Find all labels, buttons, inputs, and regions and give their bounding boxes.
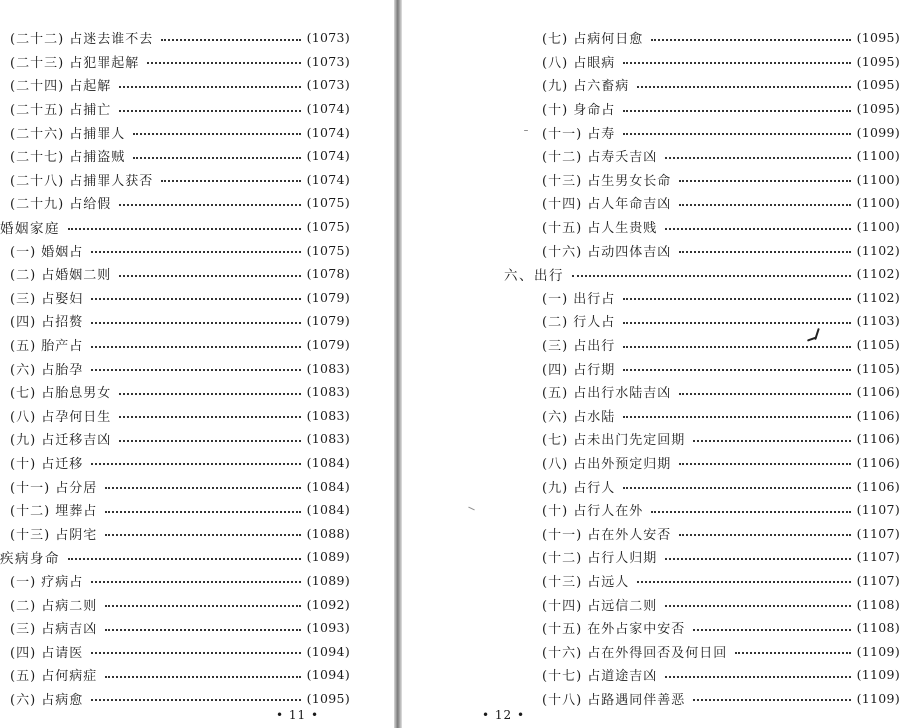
dot-leader bbox=[665, 558, 850, 560]
toc-entry-page: (1105) bbox=[856, 360, 900, 376]
toc-entry-title: (十一) 占分居 bbox=[10, 480, 98, 496]
toc-entry-title: (十三) 占阴宅 bbox=[10, 527, 98, 543]
toc-entry-row bbox=[0, 639, 350, 663]
toc-entry-row bbox=[532, 50, 900, 74]
toc-entry-page: (1108) bbox=[856, 620, 900, 636]
toc-entry-page: (1074) bbox=[306, 148, 350, 164]
dot-leader bbox=[679, 463, 850, 465]
toc-list-right bbox=[504, 26, 900, 710]
toc-entry-page: (1102) bbox=[856, 266, 900, 282]
toc-entry-page: (1107) bbox=[856, 572, 900, 588]
toc-entry-page: (1094) bbox=[306, 643, 350, 659]
toc-entry-row bbox=[532, 404, 900, 428]
dot-leader bbox=[623, 298, 850, 300]
toc-entry-row bbox=[532, 73, 900, 97]
toc-entry-page: (1102) bbox=[856, 242, 900, 258]
toc-entry-page: (1083) bbox=[306, 407, 350, 423]
toc-entry-row bbox=[0, 521, 350, 545]
page-number-right: • 12 • bbox=[482, 708, 526, 722]
toc-entry-page: (1099) bbox=[856, 124, 900, 140]
toc-entry-row bbox=[0, 616, 350, 640]
toc-entry-title: (九) 占六畜病 bbox=[542, 79, 630, 95]
toc-entry-page: (1079) bbox=[306, 313, 350, 329]
dot-leader bbox=[133, 133, 300, 135]
toc-entry-page: (1107) bbox=[856, 502, 900, 518]
toc-entry-title: (五) 胎产占 bbox=[10, 339, 84, 355]
toc-entry-title: (四) 占招赘 bbox=[10, 315, 84, 331]
toc-section-row bbox=[0, 545, 350, 569]
toc-entry-page: (1095) bbox=[306, 690, 350, 706]
toc-entry-title: (一) 出行占 bbox=[542, 291, 616, 307]
dot-leader bbox=[693, 699, 850, 701]
toc-entry-page: (1088) bbox=[306, 525, 350, 541]
dot-leader bbox=[623, 416, 850, 418]
toc-entry-page: (1073) bbox=[306, 53, 350, 69]
dot-leader bbox=[665, 676, 850, 678]
stray-mark bbox=[524, 130, 528, 131]
toc-entry-title: (十二) 占行人归期 bbox=[542, 551, 658, 567]
toc-entry-page: (1093) bbox=[306, 620, 350, 636]
toc-entry-row bbox=[532, 639, 900, 663]
dot-leader bbox=[91, 322, 300, 324]
toc-entry-page: (1083) bbox=[306, 384, 350, 400]
toc-entry-title: (七) 占病何日愈 bbox=[542, 32, 644, 48]
toc-entry-title: (十二) 占寿夭吉凶 bbox=[542, 150, 658, 166]
toc-entry-row bbox=[532, 451, 900, 475]
toc-entry-title: (十) 占迁移 bbox=[10, 456, 84, 472]
toc-entry-row bbox=[0, 687, 350, 711]
toc-entry-title: (六) 占水陆 bbox=[542, 409, 616, 425]
dot-leader bbox=[623, 369, 850, 371]
toc-entry-title: 婚姻家庭 bbox=[0, 220, 60, 237]
toc-entry-page: (1075) bbox=[306, 219, 350, 235]
dot-leader bbox=[105, 511, 300, 513]
dot-leader bbox=[679, 204, 850, 206]
dot-leader bbox=[693, 629, 850, 631]
dot-leader bbox=[693, 440, 850, 442]
toc-entry-title: (二十二) 占迷去谁不去 bbox=[10, 32, 154, 48]
toc-entry-row bbox=[532, 97, 900, 121]
toc-entry-row bbox=[0, 498, 350, 522]
toc-entry-row bbox=[0, 333, 350, 357]
dot-leader bbox=[637, 581, 850, 583]
toc-entry-page: (1102) bbox=[856, 289, 900, 305]
dot-leader bbox=[105, 629, 300, 631]
toc-entry-page: (1100) bbox=[856, 148, 900, 164]
toc-entry-row bbox=[532, 427, 900, 451]
dot-leader bbox=[91, 463, 300, 465]
toc-entry-title: (九) 占行人 bbox=[542, 480, 616, 496]
toc-entry-page: (1109) bbox=[856, 667, 900, 683]
book-gutter bbox=[394, 0, 402, 728]
dot-leader bbox=[105, 676, 300, 678]
toc-entry-row bbox=[0, 238, 350, 262]
toc-entry-page: (1089) bbox=[306, 572, 350, 588]
toc-entry-title: (十四) 占人年命吉凶 bbox=[542, 197, 672, 213]
stray-mark bbox=[468, 507, 475, 511]
dot-leader bbox=[105, 605, 300, 607]
toc-entry-row bbox=[0, 356, 350, 380]
toc-entry-row bbox=[532, 26, 900, 50]
toc-entry-title: (十) 身命占 bbox=[542, 103, 616, 119]
toc-entry-title: (十二) 埋葬占 bbox=[10, 504, 98, 520]
toc-entry-row bbox=[0, 168, 350, 192]
toc-entry-title: (十八) 占路遇同伴善恶 bbox=[542, 692, 686, 708]
toc-entry-page: (1100) bbox=[856, 195, 900, 211]
toc-entry-row bbox=[0, 262, 350, 286]
dot-leader bbox=[623, 487, 850, 489]
toc-entry-title: (十三) 占生男女长命 bbox=[542, 173, 672, 189]
toc-entry-page: (1095) bbox=[856, 30, 900, 46]
dot-leader bbox=[119, 86, 300, 88]
toc-entry-title: (六) 占胎孕 bbox=[10, 362, 84, 378]
toc-entry-page: (1074) bbox=[306, 171, 350, 187]
dot-leader bbox=[161, 180, 300, 182]
dot-leader bbox=[119, 393, 300, 395]
toc-entry-row bbox=[0, 380, 350, 404]
dot-leader bbox=[105, 534, 300, 536]
dot-leader bbox=[665, 228, 850, 230]
toc-entry-row bbox=[0, 309, 350, 333]
dot-leader bbox=[679, 251, 850, 253]
toc-entry-row bbox=[0, 569, 350, 593]
right-page bbox=[402, 0, 902, 728]
toc-entry-row bbox=[532, 663, 900, 687]
toc-entry-row bbox=[532, 498, 900, 522]
dot-leader bbox=[91, 581, 300, 583]
toc-entry-page: (1105) bbox=[856, 337, 900, 353]
toc-entry-title: (八) 占眼病 bbox=[542, 55, 616, 71]
toc-list-left bbox=[0, 26, 350, 710]
dot-leader bbox=[68, 228, 301, 230]
dot-leader bbox=[679, 534, 850, 536]
toc-entry-page: (1079) bbox=[306, 337, 350, 353]
toc-entry-page: (1079) bbox=[306, 289, 350, 305]
dot-leader bbox=[91, 369, 300, 371]
toc-entry-row bbox=[532, 286, 900, 310]
toc-entry-title: (十五) 占人生贵贱 bbox=[542, 221, 658, 237]
toc-entry-page: (1084) bbox=[306, 478, 350, 494]
toc-entry-title: (六) 占病愈 bbox=[10, 692, 84, 708]
toc-entry-row bbox=[0, 427, 350, 451]
toc-entry-title: (十六) 占在外得回否及何日回 bbox=[542, 645, 728, 661]
dot-leader bbox=[68, 558, 301, 560]
toc-entry-title: (三) 占出行 bbox=[542, 339, 616, 355]
toc-entry-title: (五) 占出行水陆吉凶 bbox=[542, 386, 672, 402]
toc-entry-page: (1095) bbox=[856, 77, 900, 93]
toc-entry-title: (七) 占胎息男女 bbox=[10, 386, 112, 402]
dot-leader bbox=[623, 133, 850, 135]
toc-entry-row bbox=[532, 616, 900, 640]
toc-entry-page: (1094) bbox=[306, 667, 350, 683]
toc-entry-row bbox=[532, 309, 900, 333]
dot-leader bbox=[91, 652, 300, 654]
toc-entry-page: (1103) bbox=[856, 313, 900, 329]
toc-entry-page: (1084) bbox=[306, 502, 350, 518]
toc-entry-row bbox=[532, 521, 900, 545]
toc-entry-page: (1078) bbox=[306, 266, 350, 282]
toc-entry-title: (四) 占请医 bbox=[10, 645, 84, 661]
dot-leader bbox=[105, 487, 300, 489]
toc-section-row bbox=[0, 215, 350, 239]
dot-leader bbox=[119, 110, 300, 112]
dot-leader bbox=[91, 346, 300, 348]
dot-leader bbox=[119, 416, 300, 418]
toc-entry-page: (1073) bbox=[306, 30, 350, 46]
toc-entry-title: (四) 占行期 bbox=[542, 362, 616, 378]
dot-leader bbox=[91, 251, 300, 253]
dot-leader bbox=[651, 511, 850, 513]
toc-entry-row bbox=[0, 592, 350, 616]
toc-entry-page: (1075) bbox=[306, 242, 350, 258]
toc-entry-row bbox=[0, 73, 350, 97]
toc-entry-row bbox=[532, 238, 900, 262]
toc-entry-title: (二十六) 占捕罪人 bbox=[10, 126, 126, 142]
toc-entry-page: (1100) bbox=[856, 171, 900, 187]
toc-entry-title: (二) 占婚姻二则 bbox=[10, 268, 112, 284]
toc-entry-page: (1107) bbox=[856, 549, 900, 565]
toc-entry-title: (二十九) 占给假 bbox=[10, 197, 112, 213]
toc-entry-page: (1075) bbox=[306, 195, 350, 211]
toc-entry-row bbox=[532, 191, 900, 215]
dot-leader bbox=[623, 62, 850, 64]
toc-entry-row bbox=[532, 120, 900, 144]
toc-entry-page: (1109) bbox=[856, 690, 900, 706]
dot-leader bbox=[161, 39, 300, 41]
toc-entry-row bbox=[532, 215, 900, 239]
toc-entry-page: (1106) bbox=[856, 384, 900, 400]
dot-leader bbox=[735, 652, 850, 654]
toc-entry-page: (1106) bbox=[856, 431, 900, 447]
toc-entry-row bbox=[532, 144, 900, 168]
toc-entry-row bbox=[532, 474, 900, 498]
toc-entry-title: (十) 占行人在外 bbox=[542, 504, 644, 520]
toc-entry-title: (三) 占娶妇 bbox=[10, 291, 84, 307]
toc-entry-page: (1084) bbox=[306, 454, 350, 470]
toc-entry-title: (九) 占迁移吉凶 bbox=[10, 433, 112, 449]
toc-entry-row bbox=[0, 663, 350, 687]
dot-leader bbox=[147, 62, 300, 64]
dot-leader bbox=[623, 346, 850, 348]
toc-entry-title: (二十八) 占捕罪人获否 bbox=[10, 173, 154, 189]
page-number-left: • 11 • bbox=[276, 708, 320, 722]
toc-entry-row bbox=[0, 286, 350, 310]
toc-entry-page: (1095) bbox=[856, 101, 900, 117]
toc-entry-page: (1074) bbox=[306, 124, 350, 140]
toc-entry-page: (1106) bbox=[856, 407, 900, 423]
dot-leader bbox=[91, 699, 300, 701]
toc-entry-row bbox=[532, 333, 900, 357]
toc-entry-row bbox=[0, 404, 350, 428]
toc-entry-page: (1100) bbox=[856, 219, 900, 235]
toc-entry-title: (十五) 在外占家中安否 bbox=[542, 622, 686, 638]
toc-entry-title: (十四) 占远信二则 bbox=[542, 598, 658, 614]
toc-entry-title: (二) 占病二则 bbox=[10, 598, 98, 614]
toc-entry-title: (八) 占出外预定归期 bbox=[542, 456, 672, 472]
toc-entry-page: (1074) bbox=[306, 101, 350, 117]
toc-entry-page: (1083) bbox=[306, 360, 350, 376]
toc-entry-page: (1092) bbox=[306, 596, 350, 612]
toc-entry-page: (1109) bbox=[856, 643, 900, 659]
toc-entry-title: (三) 占病吉凶 bbox=[10, 622, 98, 638]
toc-entry-title: (二十三) 占犯罪起解 bbox=[10, 55, 140, 71]
toc-entry-title: (十六) 占动四体吉凶 bbox=[542, 244, 672, 260]
dot-leader bbox=[679, 180, 850, 182]
toc-entry-title: 六、出行 bbox=[504, 267, 564, 284]
toc-entry-row bbox=[0, 451, 350, 475]
toc-entry-row bbox=[532, 687, 900, 711]
toc-entry-row bbox=[0, 97, 350, 121]
toc-entry-title: (一) 婚姻占 bbox=[10, 244, 84, 260]
toc-entry-row bbox=[532, 569, 900, 593]
toc-entry-title: (五) 占何病症 bbox=[10, 669, 98, 685]
toc-entry-row bbox=[532, 545, 900, 569]
toc-entry-page: (1089) bbox=[306, 549, 350, 565]
toc-entry-title: (七) 占未出门先定回期 bbox=[542, 433, 686, 449]
toc-entry-title: (二十五) 占捕亡 bbox=[10, 103, 112, 119]
toc-entry-title: (十一) 占在外人安否 bbox=[542, 527, 672, 543]
dot-leader bbox=[91, 298, 300, 300]
toc-entry-title: (十一) 占寿 bbox=[542, 126, 616, 142]
toc-entry-row bbox=[0, 120, 350, 144]
toc-entry-title: (二十七) 占捕盗贼 bbox=[10, 150, 126, 166]
dot-leader bbox=[679, 393, 850, 395]
toc-entry-page: (1106) bbox=[856, 478, 900, 494]
toc-entry-page: (1107) bbox=[856, 525, 900, 541]
toc-entry-page: (1095) bbox=[856, 53, 900, 69]
toc-entry-title: (十三) 占远人 bbox=[542, 574, 630, 590]
toc-entry-title: (二十四) 占起解 bbox=[10, 79, 112, 95]
toc-entry-row bbox=[532, 168, 900, 192]
toc-entry-row bbox=[532, 592, 900, 616]
dot-leader bbox=[665, 605, 850, 607]
toc-entry-title: (十七) 占道途吉凶 bbox=[542, 669, 658, 685]
toc-entry-row bbox=[0, 26, 350, 50]
toc-section-row bbox=[504, 262, 900, 286]
toc-entry-title: (一) 疗病占 bbox=[10, 574, 84, 590]
toc-entry-title: (二) 行人占 bbox=[542, 315, 616, 331]
toc-entry-page: (1083) bbox=[306, 431, 350, 447]
toc-entry-row bbox=[532, 356, 900, 380]
toc-entry-row bbox=[0, 191, 350, 215]
toc-entry-page: (1108) bbox=[856, 596, 900, 612]
dot-leader bbox=[637, 86, 850, 88]
dot-leader bbox=[119, 440, 300, 442]
left-page bbox=[0, 0, 394, 728]
toc-entry-title: 疾病身命 bbox=[0, 550, 60, 567]
dot-leader bbox=[665, 157, 850, 159]
dot-leader bbox=[651, 39, 850, 41]
toc-entry-row bbox=[0, 50, 350, 74]
dot-leader bbox=[623, 322, 850, 324]
dot-leader bbox=[133, 157, 300, 159]
dot-leader bbox=[623, 110, 850, 112]
toc-entry-title: (八) 占孕何日生 bbox=[10, 409, 112, 425]
dot-leader bbox=[119, 204, 300, 206]
toc-entry-page: (1073) bbox=[306, 77, 350, 93]
toc-entry-page: (1106) bbox=[856, 454, 900, 470]
toc-entry-row bbox=[0, 144, 350, 168]
toc-entry-row bbox=[532, 380, 900, 404]
toc-entry-row bbox=[0, 474, 350, 498]
dot-leader bbox=[572, 275, 851, 277]
dot-leader bbox=[119, 275, 300, 277]
